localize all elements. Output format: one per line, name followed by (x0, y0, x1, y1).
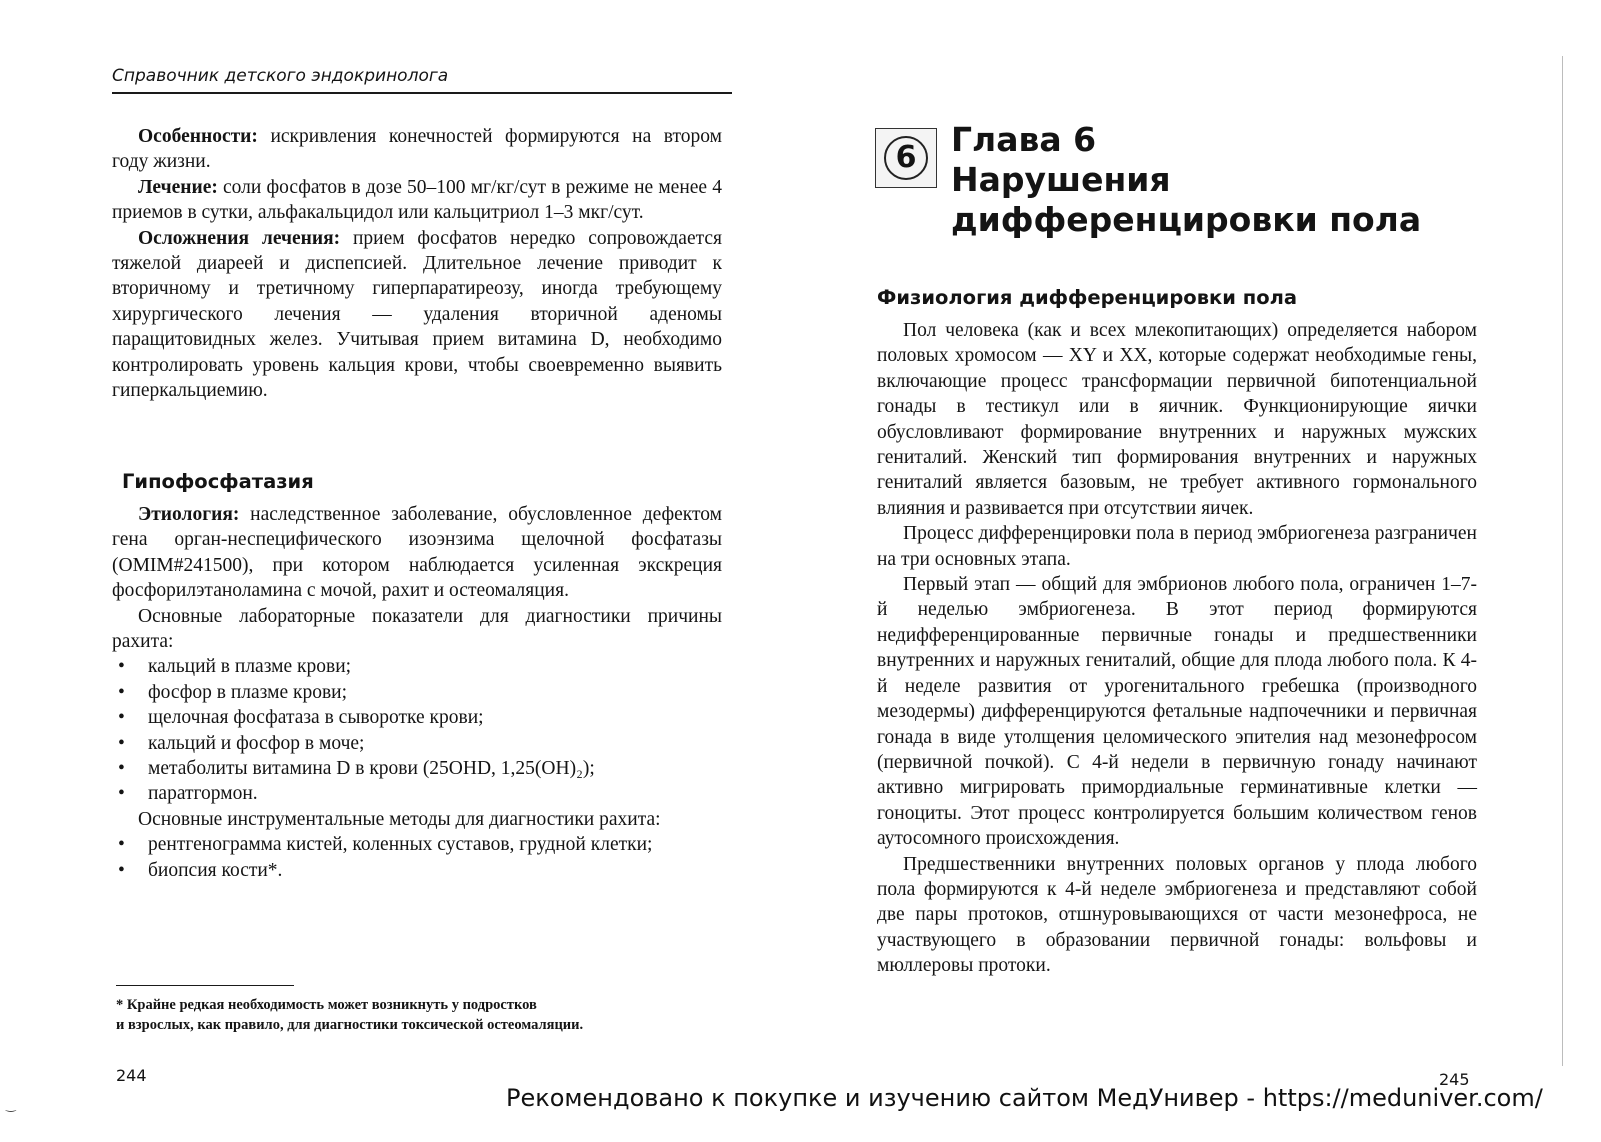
promo-banner: Рекомендовано к покупке и изучению сайтом МедУнивер - https://meduniver.com/ (506, 1084, 1543, 1112)
footnote (116, 995, 696, 1035)
etiology-label: Этиология: (138, 504, 240, 525)
left-top-text (112, 124, 722, 403)
chapter-title-line: дифференцировки пола (951, 200, 1422, 239)
paragraph: Пол человека (как и всех млекопитающих) определяется набором половых хромосом — XY и XX, которые содержат необходимые гены, включающие процесс трансформации первичной бипотенциальной гонады в тестикул или в яичник. Функционирующие яички обусловливают формирование внутренних и наружных мужских гениталий. Женский тип формирования внутренних и наружных гениталий является базовым, не требует активного гормонального влияния и развивается при отсутствии яичек. (877, 320, 1477, 519)
features-label: Особенности: (138, 126, 258, 147)
instr-intro: Основные инструментальные методы для диагностики рахита: (138, 808, 661, 830)
treatment-text: соли фосфатов в дозе 50–100 мг/кг/сут в режиме не менее 4 приемов в сутки, альфакальцидол или кальцитриол 1–3 мкг/сут. (112, 176, 722, 224)
etiology-paragraph (112, 502, 722, 604)
section-heading-physiology: Физиология дифференцировки пола (877, 286, 1298, 309)
right-page (877, 0, 1501, 1142)
features-paragraph (112, 124, 722, 175)
chapter-title (951, 120, 1471, 240)
chapter-label: Глава 6 (951, 120, 1097, 159)
list-item: • кальций в плазме крови; (112, 654, 722, 679)
features-text: искривления конечностей формируются на втором году жизни. (112, 126, 722, 173)
lab-intro: Основные лабораторные показатели для диагностики причины рахита: (112, 605, 722, 653)
left-page (112, 0, 724, 1142)
left-bottom-text (112, 502, 722, 883)
running-head: Справочник детского эндокринолога (112, 66, 732, 94)
list-item: • биопсия кости*. (112, 858, 722, 883)
page-number-right: 245 (1439, 1070, 1470, 1089)
corner-mark: ‿ (6, 1098, 16, 1112)
complications-paragraph (112, 226, 722, 404)
list-item: • рентгенограмма кистей, коленных суставов, грудной клетки; (112, 832, 722, 857)
list-item: • щелочная фосфатаза в сыворотке крови; (112, 705, 722, 730)
chapter-badge-icon (875, 128, 937, 188)
complications-text: прием фосфатов нередко сопровождается тяжелой диареей и диспепсией. Длительное лечение приводит к вторичному и третичному гиперпаратиреозу, иногда требующему хирургического лечения — удаления вторичной аденомы паращитовидных желез. Учитывая прием витамина D, необходимо контролировать уровень кальция крови, чтобы своевременно выявить гиперкальциемию. (112, 227, 722, 402)
page-number-left: 244 (116, 1066, 147, 1085)
footnote-line: и взрослых, как правило, для диагностики токсической остеомаляции. (116, 1017, 584, 1033)
instr-list (112, 832, 722, 883)
list-item: • кальций и фосфор в моче; (112, 731, 722, 756)
right-body-text (877, 318, 1477, 979)
footnote-line: * Крайне редкая необходимость может возникнуть у подростков (116, 997, 537, 1013)
list-item: • фосфор в плазме крови; (112, 680, 722, 705)
list-item: • метаболиты витамина D в крови (25OHD, 1,25(OH)₂); (112, 756, 722, 781)
complications-label: Осложнения лечения: (138, 227, 341, 249)
paragraph: Процесс дифференцировки пола в период эмбриогенеза разграничен на три основных этапа. (877, 523, 1477, 570)
chapter-number: 6 (884, 136, 928, 180)
list-item: • паратгормон. (112, 781, 722, 806)
etiology-text: наследственное заболевание, обусловленное дефектом гена орган-неспецифического изоэнзима щелочной фосфатазы (OMIM#241500), при котором наблюдается усиленная экскреция фосфорилэтаноламина с мочой, рахит и остеомаляция. (112, 504, 722, 602)
chapter-title-line: Нарушения (951, 160, 1171, 199)
section-heading-hypophosphatasia: Гипофосфатазия (122, 470, 314, 493)
treatment-label: Лечение: (138, 176, 218, 198)
page-edge-line (1562, 56, 1563, 1066)
lab-list (112, 654, 722, 806)
paragraph: Первый этап — общий для эмбрионов любого пола, ограничен 1–7-й неделью эмбриогенеза. В этот период формируются недифференцированные первичные гонады и предшественники внутренних и наружных гениталий, общие для плода любого пола. К 4-й неделе развития от урогенитального гребешка (производного мезодермы) дифференцируются фетальные надпочечники и первичная гонада в виде утолщения целомического эпителия над мезонефросом (первичной почкой). С 4-й недели в первичную гонаду начинают активно мигрировать примордиальные герминативные клетки — гоноциты. Этот процесс контролируется большим количеством генов аутосомного происхождения. (877, 574, 1477, 850)
paragraph: Предшественники внутренних половых органов у плода любого пола формируются к 4-й неделе эмбриогенеза и представляют собой две пары протоков, отшнуровывающихся от части мезонефроса, не участвующего в образовании первичной гонады: вольфовы и мюллеровы протоки. (877, 853, 1477, 977)
footnote-divider (116, 985, 294, 986)
treatment-paragraph (112, 175, 722, 226)
